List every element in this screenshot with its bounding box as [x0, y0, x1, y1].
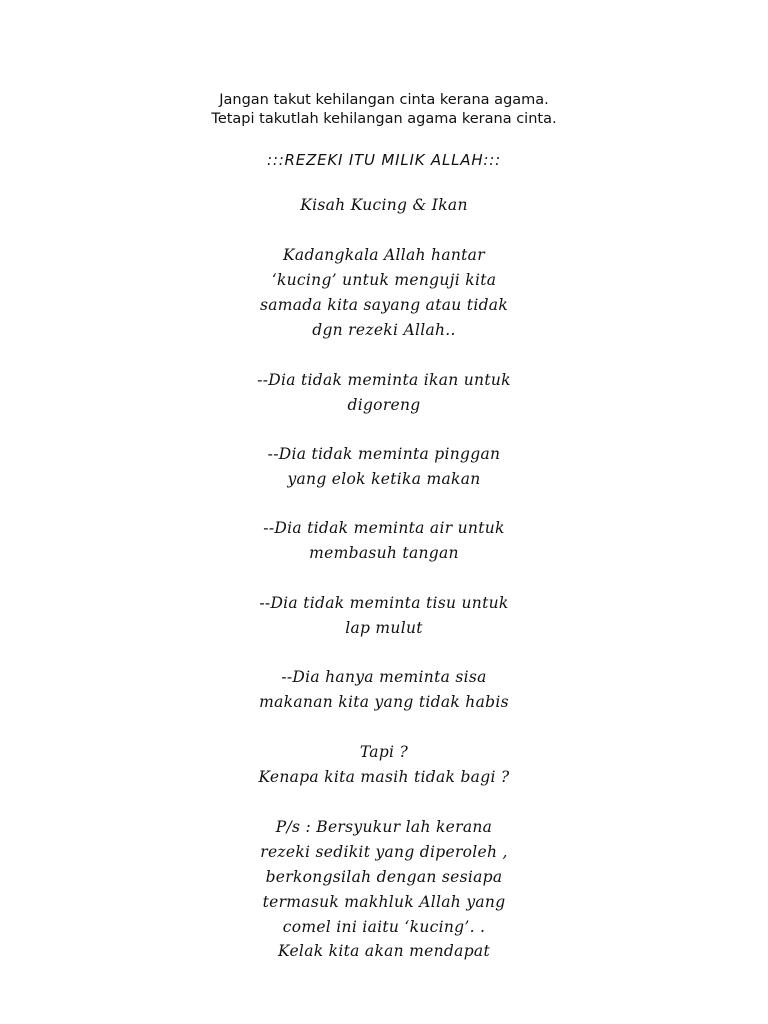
point-3-line-1: --Dia tidak meminta air untuk: [263, 519, 505, 537]
ps-line-2: rezeki sedikit yang diperoleh ,: [260, 843, 508, 861]
point-4-line-2: lap mulut: [345, 619, 423, 637]
ps-line-4: termasuk makhluk Allah yang: [262, 893, 506, 911]
header-quote: [0, 91, 768, 129]
point-2-line-2: yang elok ketika makan: [287, 470, 481, 488]
intro-line-2: ‘kucing’ untuk menguji kita: [271, 271, 497, 289]
point-1-line-2: digoreng: [347, 396, 421, 414]
point-5-line-1: --Dia hanya meminta sisa: [281, 668, 487, 686]
page-title: :::REZEKI ITU MILIK ALLAH:::: [266, 151, 501, 169]
intro-line-3: samada kita sayang atau tidak: [259, 296, 509, 314]
point-5-line-2: makanan kita yang tidak habis: [259, 693, 509, 711]
point-3-line-2: membasuh tangan: [309, 544, 459, 562]
intro-line-1: Kadangkala Allah hantar: [283, 246, 485, 264]
ps-line-1: P/s : Bersyukur lah kerana: [275, 818, 493, 836]
ps-line-5: comel ini iaitu ‘kucing’. .: [282, 918, 486, 936]
point-4-line-1: --Dia tidak meminta tisu untuk: [259, 594, 509, 612]
question-line-2: Kenapa kita masih tidak bagi ?: [258, 768, 510, 786]
ps-line-6: Kelak kita akan mendapat: [278, 942, 490, 960]
ps-line-3: berkongsilah dengan sesiapa: [265, 868, 503, 886]
intro-line-4: dgn rezeki Allah..: [312, 321, 456, 339]
story-subtitle: Kisah Kucing & Ikan: [300, 196, 468, 214]
header-line-2: Tetapi takutlah kehilangan agama kerana cinta.: [211, 111, 557, 127]
header-line-1: Jangan takut kehilangan cinta kerana agama.: [219, 92, 549, 108]
question-line-1: Tapi ?: [359, 743, 409, 761]
point-2-line-1: --Dia tidak meminta pinggan: [267, 445, 501, 463]
point-1-line-1: --Dia tidak meminta ikan untuk: [257, 371, 511, 389]
